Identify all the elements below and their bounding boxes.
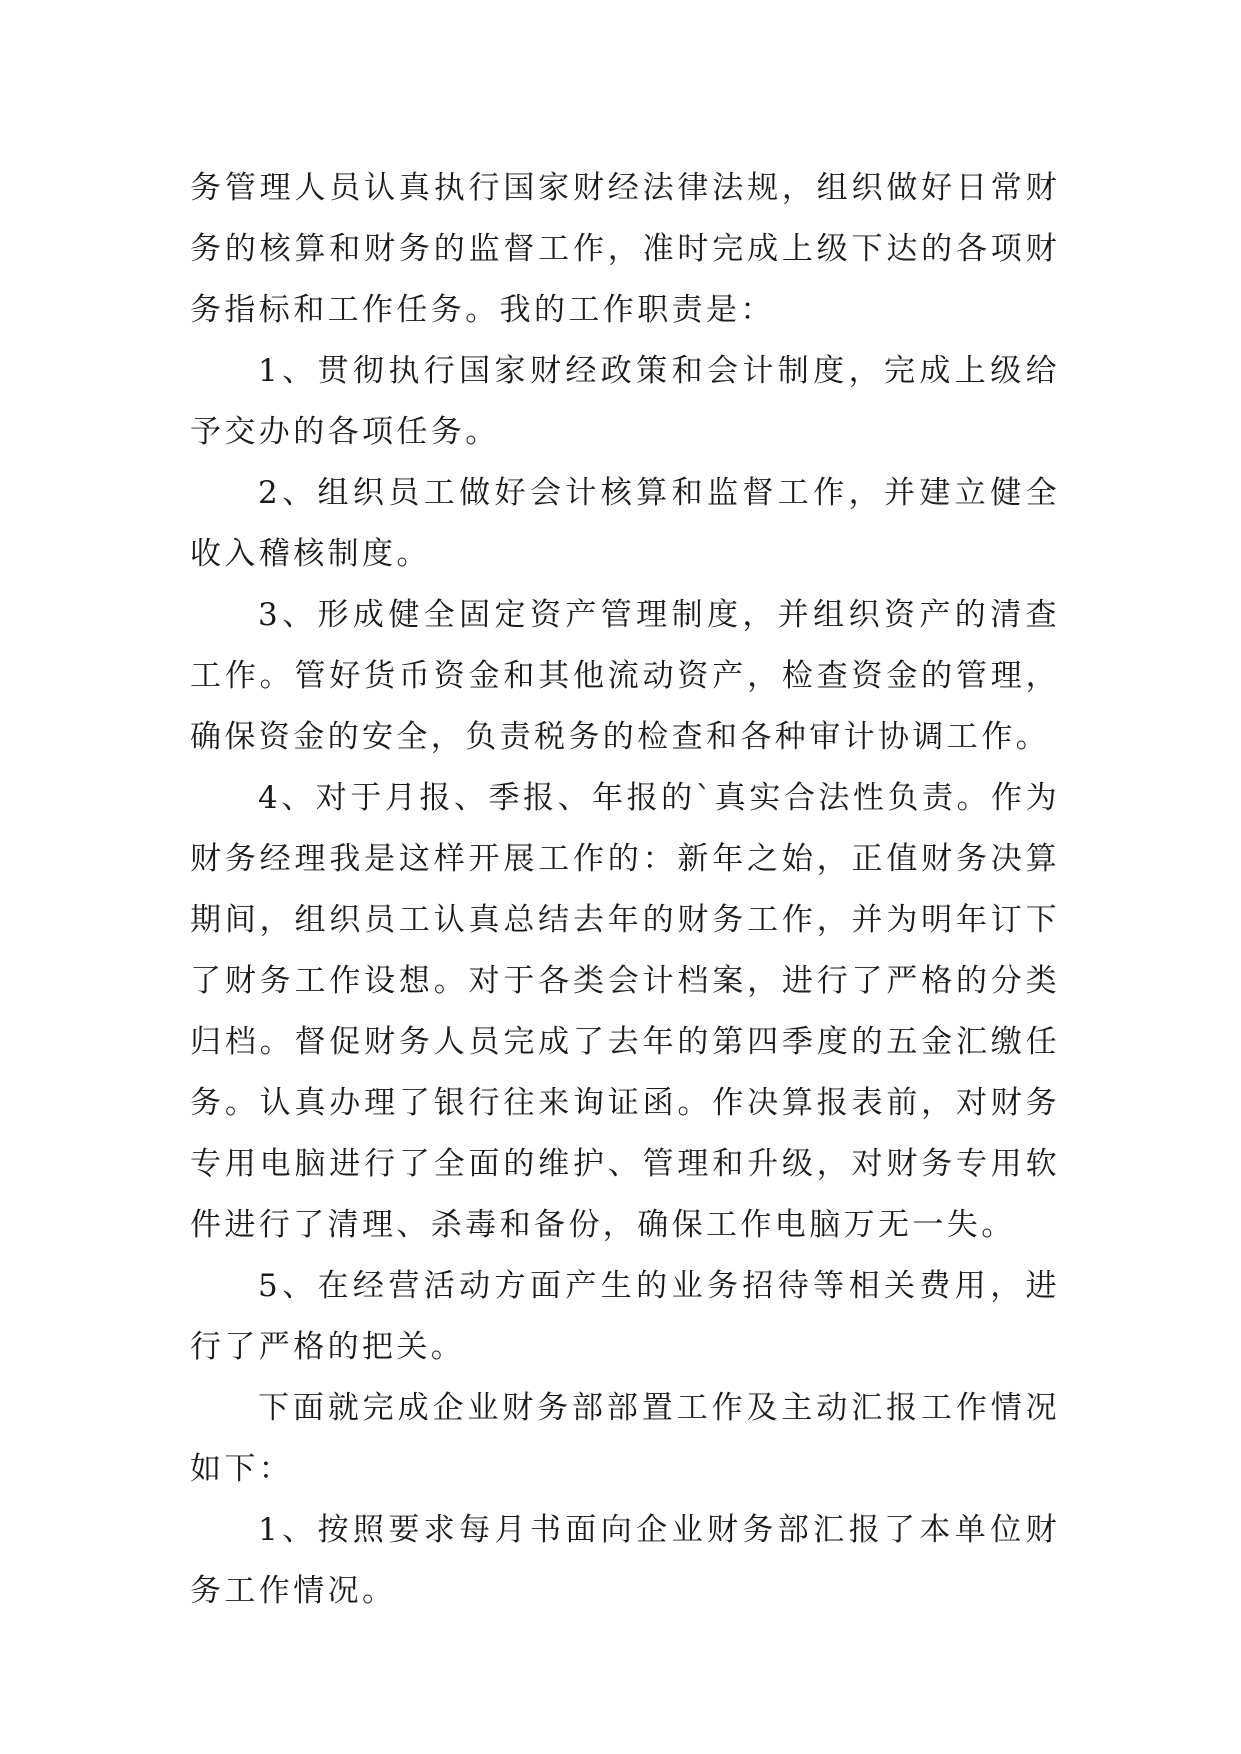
paragraph-duty-1: 1、贯彻执行国家财经政策和会计制度，完成上级给予交办的各项任务。 <box>190 353 1060 450</box>
paragraph-intro: 务管理人员认真执行国家财经法律法规，组织做好日常财务的核算和财务的监督工作，准时完成上级下达的各项财务指标和工作任务。我的工作职责是： <box>190 170 1060 328</box>
paragraph-duty-5: 5、在经营活动方面产生的业务招待等相关费用，进行了严格的把关。 <box>190 1268 1060 1365</box>
document-body <box>190 158 1060 1622</box>
paragraph-duty-4: 4、对于月报、季报、年报的`真实合法性负责。作为财务经理我是这样开展工作的：新年之始，正值财务决算期间，组织员工认真总结去年的财务工作，并为明年订下了财务工作设想。对于各类会计档案，进行了严格的分类归档。督促财务人员完成了去年的第四季度的五金汇缴任务。认真办理了银行往来询证函。作决算报表前，对财务专用电脑进行了全面的维护、管理和升级，对财务专用软件进行了清理、杀毒和备份，确保工作电脑万无一失。 <box>190 780 1060 1243</box>
paragraph-report-intro: 下面就完成企业财务部部置工作及主动汇报工作情况如下： <box>190 1390 1060 1487</box>
paragraph-duty-3: 3、形成健全固定资产管理制度，并组织资产的清查工作。管好货币资金和其他流动资产，检查资金的管理，确保资金的安全，负责税务的检查和各种审计协调工作。 <box>190 597 1060 755</box>
paragraph-duty-2: 2、组织员工做好会计核算和监督工作，并建立健全收入稽核制度。 <box>190 475 1060 572</box>
paragraph-report-1: 1、按照要求每月书面向企业财务部汇报了本单位财务工作情况。 <box>190 1512 1060 1609</box>
